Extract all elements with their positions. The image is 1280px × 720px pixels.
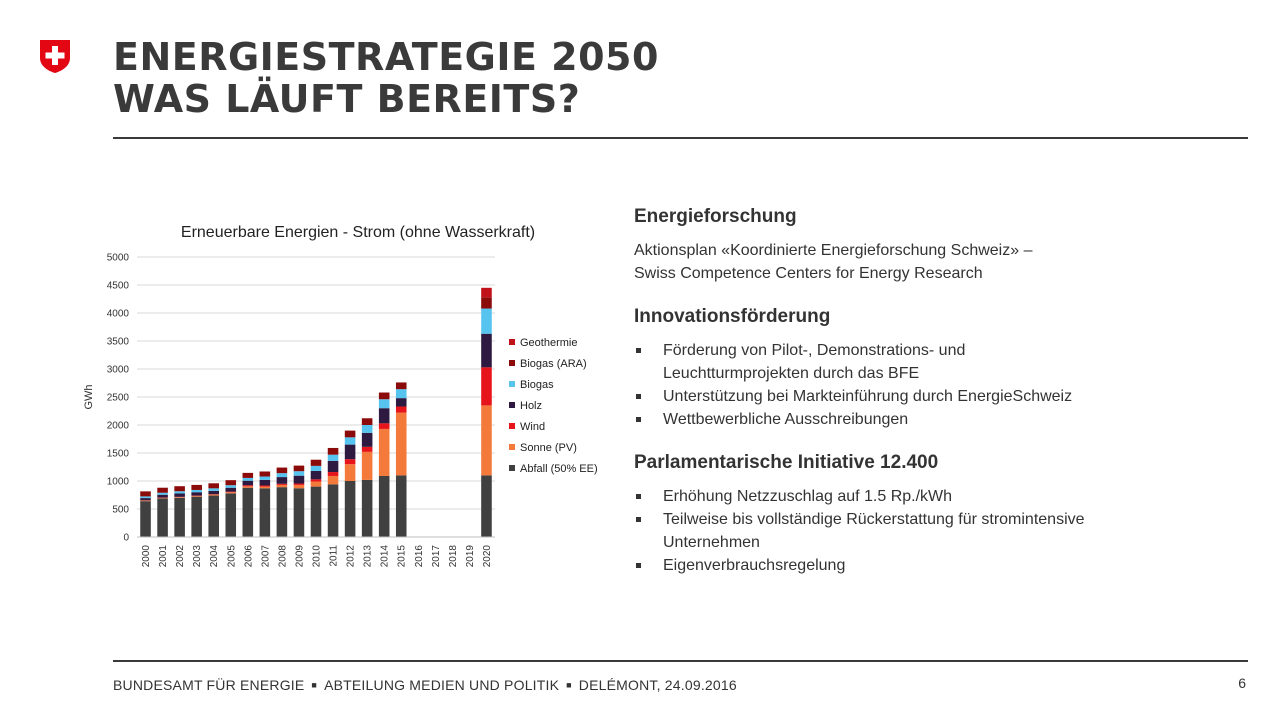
bar-segment xyxy=(140,491,151,496)
swiss-cross-icon xyxy=(38,38,72,74)
bar-segment xyxy=(345,459,356,464)
bar-segment xyxy=(345,437,356,444)
x-tick-label: 2015 xyxy=(396,545,408,568)
legend-label: Sonne (PV) xyxy=(520,442,577,454)
bar-segment xyxy=(294,466,305,472)
bullet-item: Unterstützung bei Markteinführung durch EnergieSchweiz xyxy=(634,385,1244,408)
x-tick-label: 2019 xyxy=(464,545,476,568)
bar-segment xyxy=(362,480,373,537)
x-tick-label: 2014 xyxy=(379,545,391,568)
x-tick-label: 2002 xyxy=(175,545,187,568)
bar-segment xyxy=(481,309,492,334)
bar-segment xyxy=(311,460,322,466)
legend-label: Biogas xyxy=(520,379,554,391)
section-innovationsfoerderung xyxy=(634,305,1244,431)
bar-segment xyxy=(362,452,373,480)
bar-segment xyxy=(260,480,271,486)
bar-segment xyxy=(379,408,390,423)
footer-place-date: DELÉMONT, 24.09.2016 xyxy=(578,677,737,693)
bar-segment xyxy=(225,480,236,485)
legend-swatch xyxy=(509,423,515,429)
bar-segment xyxy=(311,466,322,471)
bar-segment xyxy=(243,488,254,537)
legend-swatch xyxy=(509,444,515,450)
bar-segment xyxy=(191,496,202,497)
y-tick-label: 3500 xyxy=(106,336,129,348)
bar-segment xyxy=(379,423,390,429)
footer-separator: ■ xyxy=(566,680,572,690)
bar-segment xyxy=(345,431,356,438)
bar-segment xyxy=(396,413,407,476)
x-tick-label: 2010 xyxy=(311,545,323,568)
bar-segment xyxy=(396,407,407,413)
bullet-item: Teilweise bis vollständige Rückerstattung für stromintensive Unternehmen xyxy=(634,508,1133,554)
x-tick-label: 2009 xyxy=(294,545,306,568)
y-tick-label: 1500 xyxy=(106,448,129,460)
bar-segment xyxy=(191,492,202,495)
y-tick-label: 2500 xyxy=(106,392,129,404)
bar-segment xyxy=(481,475,492,537)
bar-segment xyxy=(345,445,356,460)
page-title-line1: ENERGIESTRATEGIE 2050 xyxy=(113,35,659,79)
bar-segment xyxy=(157,495,168,498)
section-heading: Energieforschung xyxy=(634,206,797,227)
footer-office: BUNDESAMT FÜR ENERGIE xyxy=(113,677,305,693)
bar-segment xyxy=(225,492,236,493)
x-tick-label: 2011 xyxy=(328,545,340,567)
x-tick-label: 2004 xyxy=(209,545,221,568)
page-number: 6 xyxy=(1238,675,1246,691)
bar-segment xyxy=(396,389,407,398)
bar-segment xyxy=(379,429,390,476)
footer-department: ABTEILUNG MEDIEN UND POLITIK xyxy=(324,677,560,693)
footer xyxy=(113,677,737,693)
legend-label: Wind xyxy=(520,421,546,433)
bar-segment xyxy=(362,418,373,425)
bar-segment xyxy=(481,367,492,405)
y-axis-label: GWh xyxy=(83,384,95,410)
bar-segment xyxy=(140,501,151,537)
section-text xyxy=(634,239,1244,285)
bar-segment xyxy=(311,487,322,537)
bar-segment xyxy=(208,488,219,491)
bar-segment xyxy=(396,475,407,537)
bar-segment xyxy=(328,461,339,472)
bar-segment xyxy=(157,488,168,493)
bar-segment xyxy=(174,497,185,498)
bar-segment xyxy=(379,399,390,408)
section-heading: Innovationsförderung xyxy=(634,306,831,327)
bar-segment xyxy=(243,486,254,487)
bar-segment xyxy=(294,488,305,537)
bar-segment xyxy=(277,477,288,484)
bar-segment xyxy=(328,472,339,476)
page-title-line2: WAS LÄUFT BEREITS? xyxy=(113,77,581,121)
bar-segment xyxy=(174,486,185,491)
bar-segment xyxy=(277,484,288,485)
bullet-list xyxy=(634,339,1244,431)
renewables-chart xyxy=(75,210,615,585)
x-tick-label: 2003 xyxy=(192,545,204,568)
bar-segment xyxy=(140,496,151,498)
bar-segment xyxy=(328,448,339,455)
bar-segment xyxy=(277,473,288,477)
bar-segment xyxy=(328,455,339,461)
x-tick-label: 2013 xyxy=(362,545,374,568)
bar-segment xyxy=(174,493,185,496)
bar-segment xyxy=(243,473,254,478)
y-tick-label: 5000 xyxy=(106,252,129,264)
bar-segment xyxy=(362,447,373,452)
bar-segment xyxy=(157,493,168,495)
bar-segment xyxy=(396,398,407,406)
footer-separator: ■ xyxy=(311,680,318,690)
bar-segment xyxy=(277,487,288,537)
bar-segment xyxy=(208,483,219,488)
x-tick-label: 2012 xyxy=(345,545,357,568)
legend-label: Biogas (ARA) xyxy=(520,358,587,370)
bar-segment xyxy=(260,471,271,476)
bar-segment xyxy=(345,464,356,481)
bullet-item: Eigenverbrauchsregelung xyxy=(634,554,1244,577)
bar-segment xyxy=(243,481,254,485)
bar-segment xyxy=(225,492,236,493)
x-tick-label: 2020 xyxy=(481,545,493,568)
bar-segment xyxy=(277,468,288,474)
x-tick-label: 2007 xyxy=(260,545,272,568)
section-initiative xyxy=(634,451,1244,577)
x-tick-label: 2005 xyxy=(226,545,238,568)
bar-segment xyxy=(294,471,305,475)
bar-segment xyxy=(328,484,339,537)
bar-segment xyxy=(311,482,322,487)
bar-segment xyxy=(481,288,492,298)
chart-title: Erneuerbare Energien - Strom (ohne Wasserkraft) xyxy=(180,224,536,241)
x-tick-label: 2016 xyxy=(413,545,425,568)
section-text-line1: Aktionsplan «Koordinierte Energieforschung Schweiz» – xyxy=(634,242,1033,259)
bullet-item: Förderung von Pilot-, Demonstrations- und Leuchtturmprojekten durch das BFE xyxy=(634,339,1053,385)
bar-segment xyxy=(294,485,305,488)
bar-segment xyxy=(362,425,373,433)
bar-segment xyxy=(191,485,202,490)
section-heading: Parlamentarische Initiative 12.400 xyxy=(634,452,939,473)
bar-segment xyxy=(481,297,492,308)
bar-segment xyxy=(174,498,185,537)
legend-swatch xyxy=(509,465,515,471)
bar-segment xyxy=(379,476,390,537)
content-panel xyxy=(634,205,1244,597)
y-tick-label: 3000 xyxy=(106,364,129,376)
bar-segment xyxy=(174,491,185,493)
page-title xyxy=(113,36,659,120)
bar-segment xyxy=(260,477,271,480)
bullet-item: Erhöhung Netzzuschlag auf 1.5 Rp./kWh xyxy=(634,485,1244,508)
bar-segment xyxy=(208,491,219,494)
bullet-list xyxy=(634,485,1244,577)
bar-segment xyxy=(243,478,254,481)
bar-segment xyxy=(157,498,168,537)
legend-label: Geothermie xyxy=(520,337,578,349)
chart-svg xyxy=(75,210,615,585)
bar-segment xyxy=(481,334,492,368)
legend-label: Abfall (50% EE) xyxy=(520,463,598,475)
bar-segment xyxy=(208,495,219,496)
x-tick-label: 2000 xyxy=(141,545,153,568)
bar-segment xyxy=(379,393,390,400)
header-divider xyxy=(113,137,1248,139)
bar-segment xyxy=(225,493,236,537)
bar-segment xyxy=(396,382,407,389)
bar-segment xyxy=(140,501,151,502)
bar-segment xyxy=(311,471,322,479)
bar-segment xyxy=(294,484,305,485)
bar-segment xyxy=(157,498,168,499)
bar-segment xyxy=(260,485,271,486)
y-tick-label: 2000 xyxy=(106,420,129,432)
bar-segment xyxy=(481,405,492,475)
y-tick-label: 500 xyxy=(112,504,129,516)
bar-segment xyxy=(140,498,151,500)
y-tick-label: 4000 xyxy=(106,308,129,320)
bar-segment xyxy=(225,485,236,488)
bar-segment xyxy=(260,487,271,489)
bar-segment xyxy=(243,485,254,486)
bar-segment xyxy=(191,490,202,492)
x-tick-label: 2001 xyxy=(158,545,170,568)
bar-segment xyxy=(311,479,322,481)
legend-label: Holz xyxy=(520,400,543,412)
legend-swatch xyxy=(509,360,515,366)
legend-swatch xyxy=(509,381,515,387)
bar-segment xyxy=(328,476,339,484)
legend-swatch xyxy=(509,402,515,408)
y-tick-label: 4500 xyxy=(106,280,129,292)
x-tick-label: 2006 xyxy=(243,545,255,568)
footer-divider xyxy=(113,660,1248,662)
y-tick-label: 0 xyxy=(123,532,129,544)
section-energieforschung xyxy=(634,205,1244,285)
bullet-item: Wettbewerbliche Ausschreibungen xyxy=(634,408,1244,431)
bar-segment xyxy=(277,485,288,487)
bar-segment xyxy=(208,496,219,537)
bar-segment xyxy=(191,497,202,537)
bar-segment xyxy=(362,433,373,447)
legend-swatch xyxy=(509,339,515,345)
x-tick-label: 2008 xyxy=(277,545,289,568)
bar-segment xyxy=(345,481,356,537)
x-tick-label: 2017 xyxy=(430,545,442,568)
y-tick-label: 1000 xyxy=(106,476,129,488)
bar-segment xyxy=(260,488,271,537)
x-tick-label: 2018 xyxy=(447,545,459,568)
bar-segment xyxy=(225,488,236,492)
section-text-line2: Swiss Competence Centers for Energy Research xyxy=(634,265,983,282)
bar-segment xyxy=(294,476,305,484)
